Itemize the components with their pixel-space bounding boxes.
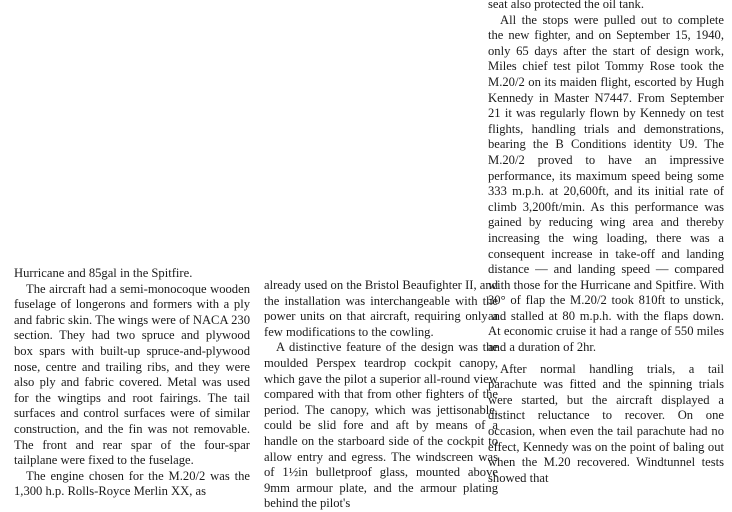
paragraph: Hurricane and 85gal in the Spitfire. (14, 266, 193, 280)
text-column-3 (488, 0, 724, 486)
text-column-1 (14, 266, 250, 500)
paragraph: already used on the Bristol Beaufighter II, and the installation was interchangeable with the power units on that aircraft, requiring only a few modifications to the cowling. (264, 278, 498, 339)
paragraph: seat also protected the oil tank. (488, 0, 644, 11)
text-column-2 (264, 278, 498, 512)
paragraph: All the stops were pulled out to complete the new fighter, and on September 15, 1940, only 65 days after the start of design work, Miles chief test pilot Tommy Rose took the M.20/2 on its maiden flight, escorted by Hugh Kennedy in Master N7447. From September 21 it was regularly flown by Kennedy on test flights, handling trials and demonstrations, bearing the B Conditions identity U9. The M.20/2 proved to have an impressive performance, its maximum speed being some 333 m.p.h. at 20,600ft, and its initial rate of climb 3,200ft/min. As this performance was gained by reducing wing area and thereby increasing the wing loading, there was a consequent increase in take-off and landing distance — and landing speed — compared with those for the Hurricane and Spitfire. With 30° of flap the M.20/2 took 810ft to unstick, and stalled at 80 m.p.h. with the flaps down. At economic cruise it had a range of 550 miles and a duration of 2hr. (488, 12, 724, 355)
paragraph: The engine chosen for the M.20/2 was the 1,300 h.p. Rolls-Royce Merlin XX, as (14, 468, 250, 499)
paragraph: After normal handling trials, a tail parachute was fitted and the spinning trials were started, but the aircraft displayed a distinct reluctance to recover. On one occasion, when even the tail parachute had no effect, Kennedy was on the point of baling out when the M.20 recovered. Windtunnel tests showed that (488, 361, 724, 485)
paragraph: A distinctive feature of the design was the moulded Perspex teardrop cockpit canopy, which gave the pilot a superior all-round view compared with that from other fighters of the period. The canopy, which was jettisonable, could be slid fore and aft by means of a handle on the starboard side of the cockpit to allow entry and egress. The windscreen was of 1½in bulletproof glass, mounted above 9mm armour plate, and the armour plating behind the pilot's (264, 340, 498, 511)
paragraph: The aircraft had a semi-monocoque wooden fuselage of longerons and formers with a ply and fabric skin. The wings were of NACA 230 section. They had two spruce and plywood box spars with built-up spruce-and-plywood nose, centre and trailing ribs, and they were also ply and fabric covered. Metal was used for the wingtips and root fairings. The tail surfaces and control surfaces were of similar construction, and the fin was not removable. The front and rear spar of the four-spar tailplane were fixed to the fuselage. (14, 281, 250, 468)
